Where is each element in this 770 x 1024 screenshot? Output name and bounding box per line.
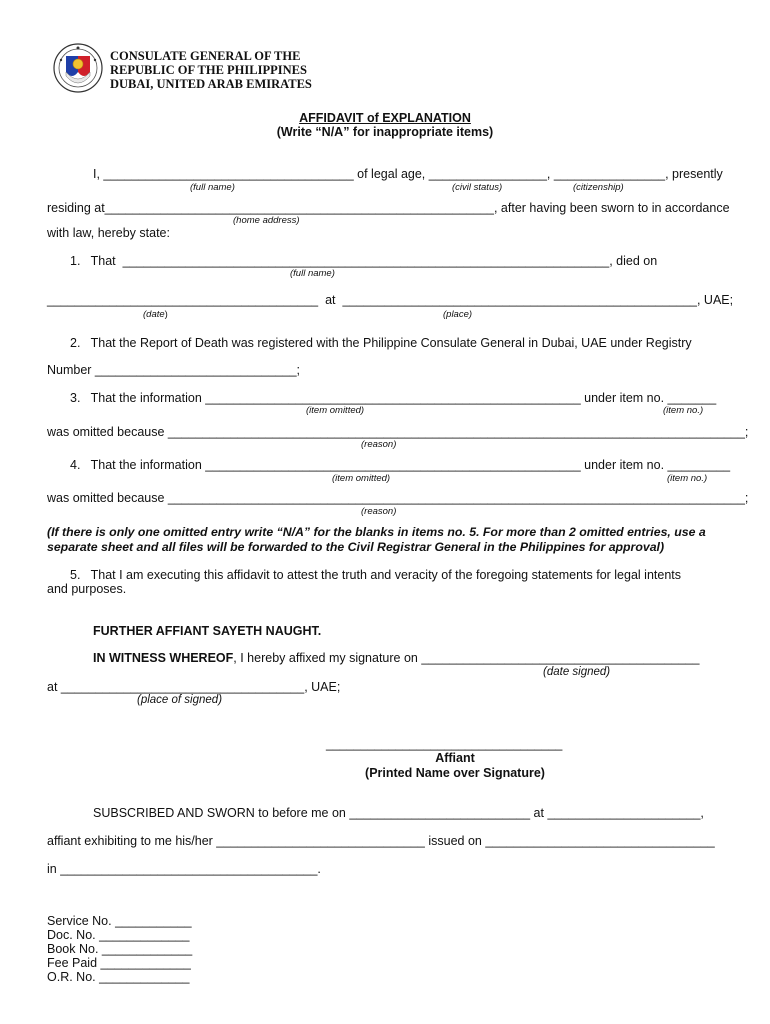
sworn-line-3: in _____________________________________. [47, 862, 321, 876]
item1-line-2: _______________________________________ at ___________________________________________________, UAE; [47, 293, 734, 307]
header-line-1: CONSULATE GENERAL OF THE [110, 49, 301, 63]
item1-sub-full-name: (full name) [290, 268, 335, 279]
omitted-entries-note: (If there is only one omitted entry write “N/A” for the blanks in items no. 5. For more than 2 omitted entries, use a separate sheet and all files will be forwarded to the Civil Registrar General in the Philippines for approval) [47, 525, 706, 554]
witness-line-2: at ___________________________________, UAE; [47, 680, 341, 694]
item1-line-1: 1. That ______________________________________________________________________, died on [70, 254, 658, 268]
sworn-line-1: SUBSCRIBED AND SWORN to before me on __________________________ at ______________________, [93, 806, 704, 820]
item4-sub-item-no: (item no.) [667, 473, 708, 484]
item1-sub-place: (place) [443, 309, 473, 320]
service-no: Service No. ___________ [47, 914, 192, 928]
item4-sub-item-omitted: (item omitted) [332, 473, 391, 484]
item4-line-2: was omitted because ___________________________________________________________________________________; [47, 491, 749, 505]
item3-line-1: 3. That the information ______________________________________________________ under item no. _______ [70, 391, 717, 405]
fee-paid: Fee Paid _____________ [47, 956, 191, 970]
sub-civil-status: (civil status) [452, 182, 503, 193]
doc-no: Doc. No. _____________ [47, 928, 190, 942]
affiant-signature-line: __________________________________ [326, 737, 563, 751]
item4-sub-reason: (reason) [361, 506, 397, 517]
witness-line-1 [93, 651, 699, 666]
sworn-line-2: affiant exhibiting to me his/her ______________________________ issued on _________________________________ [47, 834, 715, 848]
item1-sub-date-text: (date [143, 309, 165, 320]
sub-full-name: (full name) [190, 182, 235, 193]
item2-line-2: Number _____________________________; [47, 363, 301, 377]
item3-line-2: was omitted because ___________________________________________________________________________________; [47, 425, 749, 439]
item4-line-1: 4. That the information ______________________________________________________ under item no. _________ [70, 458, 731, 472]
document-subtitle: (Write “N/A” for inappropriate items) [276, 125, 494, 139]
affiant-sublabel: (Printed Name over Signature) [365, 766, 545, 780]
item3-sub-reason: (reason) [361, 439, 397, 450]
document-title: AFFIDAVIT of EXPLANATION [299, 111, 471, 125]
item2-line-1: 2. That the Report of Death was registered with the Philippine Consulate General in Dubai, UAE under Registry [70, 336, 692, 350]
or-no: O.R. No. _____________ [47, 970, 190, 984]
affiant-label: Affiant [435, 751, 475, 765]
item5-line-1: 5. That I am executing this affidavit to attest the truth and veracity of the foregoing statements for legal intents [70, 568, 681, 582]
item5-line-2: and purposes. [47, 582, 127, 596]
item1-sub-date [143, 309, 168, 320]
item1-sub-date-paren: ) [164, 309, 168, 320]
intro-line-2: residing at________________________________________________________, after having been sworn to in accordance [47, 201, 730, 215]
further-affiant-text: FURTHER AFFIANT SAYETH NAUGHT. [93, 624, 322, 638]
witness-rest: , I hereby affixed my signature on ________________________________________ [233, 651, 700, 665]
header-line-3: DUBAI, UNITED ARAB EMIRATES [110, 77, 312, 91]
witness-sub-date: (date signed) [543, 666, 611, 678]
sub-citizenship: (citizenship) [573, 182, 624, 193]
sub-home-address: (home address) [233, 215, 300, 226]
intro-line-1: I, ____________________________________ of legal age, _________________, ________________, presently [93, 167, 723, 181]
witness-sub-place: (place of signed) [137, 694, 223, 706]
philippine-seal-icon [52, 42, 104, 94]
item3-sub-item-no: (item no.) [663, 405, 704, 416]
witness-bold: IN WITNESS WHEREOF [93, 651, 234, 665]
intro-line-3: with law, hereby state: [47, 226, 170, 240]
book-no: Book No. _____________ [47, 942, 193, 956]
header-line-2: REPUBLIC OF THE PHILIPPINES [110, 63, 307, 77]
item3-sub-item-omitted: (item omitted) [306, 405, 365, 416]
